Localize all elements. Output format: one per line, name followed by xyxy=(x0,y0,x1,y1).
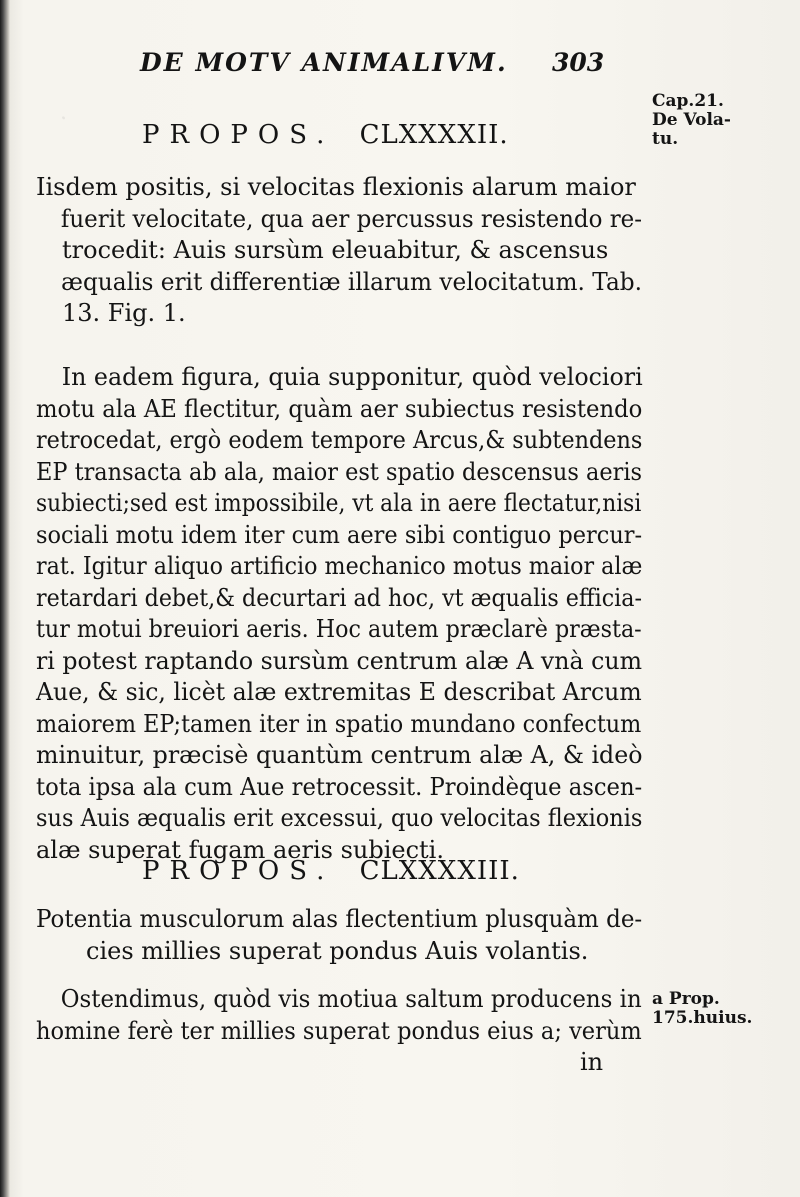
text-line: Aue, & sic, licèt alæ extremitas E describat Arcum xyxy=(36,678,642,706)
text-line: sus Auis æqualis erit excessui, quo velocitas flexionis xyxy=(36,804,643,832)
text-line: fuerit velocitate, qua aer percussus resistendo re- xyxy=(60,204,642,233)
text-line: 13. Fig. 1. xyxy=(62,299,186,327)
text-line: maiorem EP;tamen iter in spatio mundano confectum xyxy=(36,709,642,738)
proposition-demonstration xyxy=(36,984,682,1047)
text-line: motu ala AE flectitur, quàm aer subiectus resistendo xyxy=(36,394,643,423)
proposition-demonstration xyxy=(36,362,706,866)
text-line: tota ipsa ala cum Aue retrocessit. Proindèque ascen- xyxy=(36,772,643,801)
text-line: EP transacta ab ala, maior est spatio descensus aeris xyxy=(36,457,643,486)
text-line: alæ superat fugam aeris subiecti. xyxy=(36,835,444,864)
proposition-heading xyxy=(142,856,520,886)
text-line: trocedit: Auis sursùm eleuabitur, & ascensus xyxy=(62,236,609,264)
proposition-number: CLXXXXIII. xyxy=(359,856,520,886)
marginal-reference-note xyxy=(652,990,752,1028)
text-line: rat. Igitur aliquo artificio mechanico motus maior alæ xyxy=(36,552,643,580)
marginal-line: Cap.21. xyxy=(652,91,724,111)
proposition-heading xyxy=(142,120,509,150)
proposition-enunciation xyxy=(36,172,670,330)
text-line: homine ferè ter millies superat pondus eius a; verùm xyxy=(36,1016,642,1045)
text-line: minuitur, præcisè quantùm centrum alæ A, & ideò xyxy=(36,741,643,769)
marginal-line: De Vola- xyxy=(652,110,731,130)
text-line: cies millies superat pondus Auis volantis. xyxy=(86,936,589,965)
text-line: Potentia musculorum alas flectentium plusquàm de- xyxy=(36,905,643,933)
marginal-chapter-note xyxy=(652,92,731,149)
spine-shadow xyxy=(0,0,10,1197)
text-line: ri potest raptando sursùm centrum alæ A vnà cum xyxy=(36,646,643,675)
marginal-line: 175.huius. xyxy=(652,1008,753,1028)
proposition-label: PROPOS. xyxy=(142,856,335,886)
text-line: æqualis erit differentiæ illarum velocitatum. Tab. xyxy=(61,267,643,296)
text-line: retrocedat, ergò eodem tempore Arcus,& subtendens xyxy=(36,426,643,454)
catchword: in xyxy=(580,1048,604,1076)
text-line: Iisdem positis, si velocitas flexionis alarum maior xyxy=(36,173,636,201)
proposition-enunciation xyxy=(36,904,669,967)
text-line: sociali motu idem iter cum aere sibi contiguo percur- xyxy=(36,520,643,549)
text-line: tur motui breuiori aeris. Hoc autem præclarè præsta- xyxy=(36,615,642,643)
text-line: subiecti;sed est impossibile, vt ala in aere flectatur,nisi xyxy=(36,489,642,517)
text-line: In eadem figura, quia supponitur, quòd velociori xyxy=(61,363,643,391)
page-number: 303 xyxy=(552,48,605,77)
text-line: Ostendimus, quòd vis motiua saltum producens in xyxy=(60,985,642,1013)
text-line: retardari debet,& decurtari ad hoc, vt æqualis efficia- xyxy=(36,583,642,612)
proposition-label: PROPOS. xyxy=(142,120,335,150)
marginal-line: tu. xyxy=(652,129,679,149)
running-head-title: DE MOTV ANIMALIVM. xyxy=(140,48,508,77)
marginal-line: a Prop. xyxy=(652,989,720,1009)
show-through: . xyxy=(60,100,67,125)
proposition-number: CLXXXXII. xyxy=(359,120,509,150)
